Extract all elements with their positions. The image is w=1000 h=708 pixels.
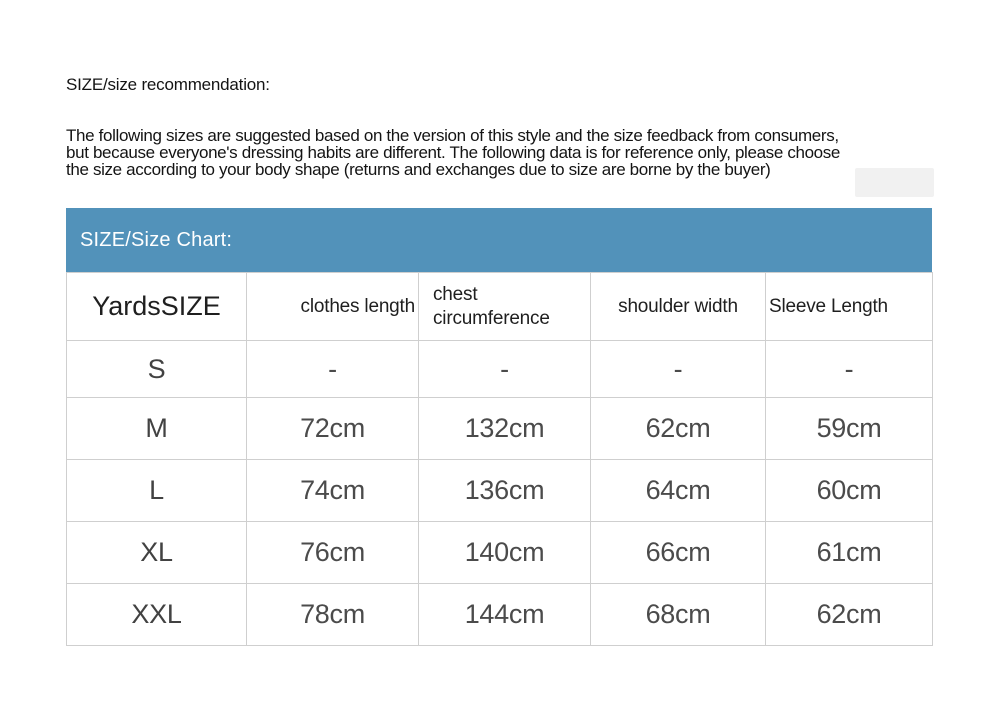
size-description xyxy=(66,127,946,178)
size-description-line: The following sizes are suggested based on the version of this style and the size feedback from consumers, xyxy=(66,126,839,145)
clothes-length-cell: 74cm xyxy=(247,460,419,522)
clothes-length-cell: - xyxy=(247,341,419,398)
size-cell: XL xyxy=(67,522,247,584)
table-row-m xyxy=(67,398,933,460)
size-cell: XXL xyxy=(67,584,247,646)
shoulder-width-cell: 68cm xyxy=(591,584,766,646)
chest-circumference-cell: - xyxy=(419,341,591,398)
size-cell: L xyxy=(67,460,247,522)
size-description-line: but because everyone's dressing habits are different. The following data is for reference only, please choose xyxy=(66,143,841,162)
page-title: SIZE/size recommendation: xyxy=(66,75,270,94)
size-description-line: the size according to your body shape (returns and exchanges due to size are borne by the buyer) xyxy=(66,160,771,179)
sleeve-length-cell: 61cm xyxy=(766,522,933,584)
column-header-shoulder-width: shoulder width xyxy=(591,273,766,341)
shoulder-width-cell: 62cm xyxy=(591,398,766,460)
chest-circumference-cell: 132cm xyxy=(419,398,591,460)
chest-circumference-cell: 144cm xyxy=(419,584,591,646)
sleeve-length-cell: 62cm xyxy=(766,584,933,646)
sleeve-length-cell: 60cm xyxy=(766,460,933,522)
clothes-length-cell: 78cm xyxy=(247,584,419,646)
clothes-length-cell: 76cm xyxy=(247,522,419,584)
sleeve-length-cell: - xyxy=(766,341,933,398)
shoulder-width-cell: 66cm xyxy=(591,522,766,584)
size-chart-title-bar xyxy=(66,208,932,272)
size-cell: M xyxy=(67,398,247,460)
size-cell: S xyxy=(67,341,247,398)
shoulder-width-cell: - xyxy=(591,341,766,398)
table-row-l xyxy=(67,460,933,522)
clothes-length-cell: 72cm xyxy=(247,398,419,460)
column-header-sleeve-length: Sleeve Length xyxy=(766,273,933,341)
table-row-xxl xyxy=(67,584,933,646)
column-header-yards-size: YardsSIZE xyxy=(67,273,247,341)
table-row-xl xyxy=(67,522,933,584)
sleeve-length-cell: 59cm xyxy=(766,398,933,460)
column-header-clothes-length: clothes length xyxy=(247,273,419,341)
column-header-chest-circumference: chest circumference xyxy=(419,273,591,341)
size-chart-title: SIZE/Size Chart: xyxy=(80,228,233,251)
chest-circumference-cell: 136cm xyxy=(419,460,591,522)
shoulder-width-cell: 64cm xyxy=(591,460,766,522)
size-chart-table xyxy=(66,272,933,646)
header-row xyxy=(67,273,933,341)
chest-circumference-cell: 140cm xyxy=(419,522,591,584)
table-row-s xyxy=(67,341,933,398)
